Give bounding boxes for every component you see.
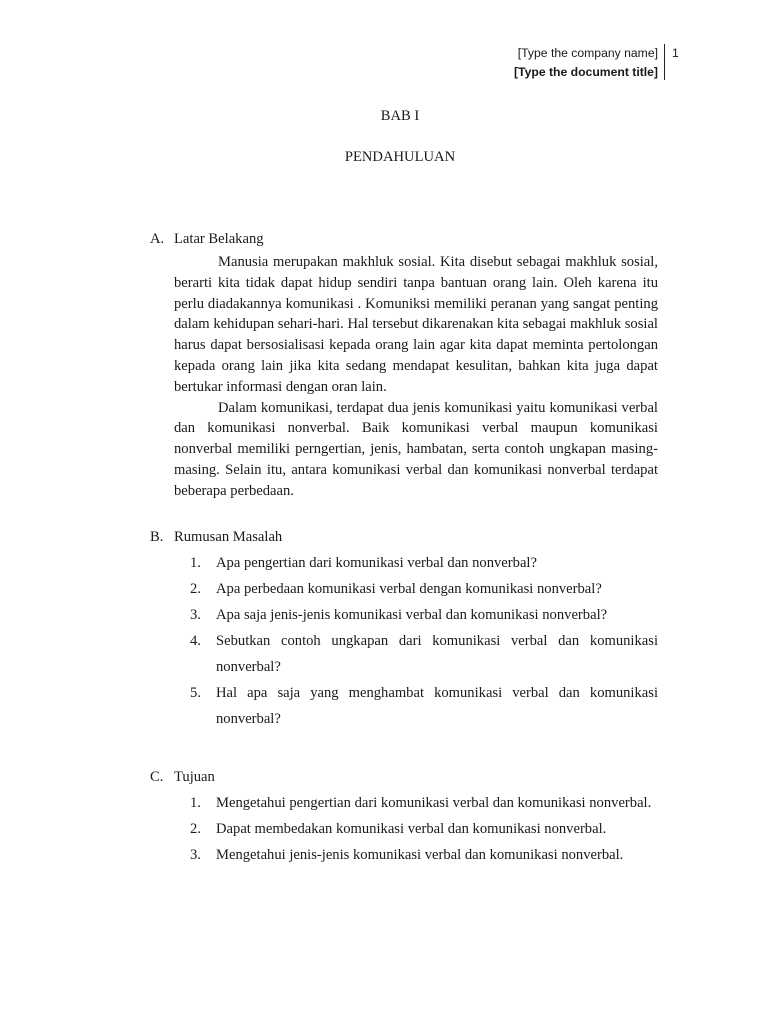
list-number: 1. (190, 555, 201, 571)
section-heading-tujuan (150, 767, 215, 787)
list-text: Apa pengertian dari komunikasi verbal dan nonverbal? (216, 555, 537, 571)
list-text: Apa saja jenis-jenis komunikasi verbal dan komunikasi nonverbal? (216, 607, 608, 623)
chapter-title: PENDAHULUAN (344, 149, 456, 165)
list-number: 2. (190, 581, 201, 597)
list-number: 3. (190, 607, 201, 623)
rumusan-masalah-list (190, 550, 658, 732)
page-header (514, 44, 658, 82)
list-number: 3. (190, 847, 201, 863)
section-letter: B. (150, 529, 164, 545)
latar-belakang-body (174, 252, 658, 502)
header-company-name: [Type the company name] (517, 46, 658, 60)
list-text: Hal apa saja yang menghambat komunikasi verbal dan komunikasi nonverbal? (216, 685, 658, 727)
section-heading-latar-belakang (150, 229, 264, 249)
list-text: Mengetahui jenis-jenis komunikasi verbal dan komunikasi nonverbal. (216, 847, 624, 863)
section-title: Latar Belakang (174, 231, 264, 247)
paragraph: Manusia merupakan makhluk sosial. Kita disebut sebagai makhluk sosial, berarti kita tidak dapat hidup sendiri tanpa bantuan orang lain. Oleh karena itu perlu diadakannya komunikasi . Komuniksi memiliki peranan yang sangat penting dalam kehidupan sehari-hari. Hal tersebut dikarenakan kita sebagai makhluk sosial harus dapat bersosialisasi kepada orang lain agar kita dapat meminta pertolongan kepada orang lain jika kita sedang mendapat kesulitan, bahkan kita juga dapat bertukar informasi dengan oran lain. (174, 254, 658, 395)
section-letter: C. (150, 769, 164, 785)
list-text: Mengetahui pengertian dari komunikasi verbal dan komunikasi nonverbal. (216, 795, 652, 811)
list-item (190, 550, 658, 576)
paragraph: Dalam komunikasi, terdapat dua jenis komunikasi yaitu komunikasi verbal dan komunikasi nonverbal. Baik komunikasi verbal maupun komunikasi nonverbal memiliki perngertian, jenis, hambatan, serta contoh ungkapan masing-masing. Selain itu, antara komunikasi verbal dan komunikasi nonverbal terdapat beberapa perbedaan. (174, 399, 658, 499)
list-text: Dapat membedakan komunikasi verbal dan komunikasi nonverbal. (216, 821, 607, 837)
page-number: 1 (672, 46, 679, 60)
list-number: 5. (190, 685, 201, 701)
list-number: 4. (190, 633, 201, 649)
header-divider (664, 44, 665, 80)
chapter-label: BAB I (380, 108, 420, 124)
list-item (190, 628, 658, 680)
list-item (190, 602, 658, 628)
header-document-title: [Type the document title] (514, 65, 658, 79)
section-title: Rumusan Masalah (174, 529, 283, 545)
list-item (190, 790, 658, 816)
list-item (190, 680, 658, 732)
tujuan-list (190, 790, 658, 868)
section-title: Tujuan (174, 769, 215, 785)
list-text: Apa perbedaan komunikasi verbal dengan komunikasi nonverbal? (216, 581, 602, 597)
list-text: Sebutkan contoh ungkapan dari komunikasi verbal dan komunikasi nonverbal? (216, 633, 658, 675)
section-heading-rumusan-masalah (150, 527, 282, 547)
list-item (190, 816, 658, 842)
list-item (190, 842, 658, 868)
list-item (190, 576, 658, 602)
list-number: 1. (190, 795, 201, 811)
list-number: 2. (190, 821, 201, 837)
section-letter: A. (150, 231, 165, 247)
